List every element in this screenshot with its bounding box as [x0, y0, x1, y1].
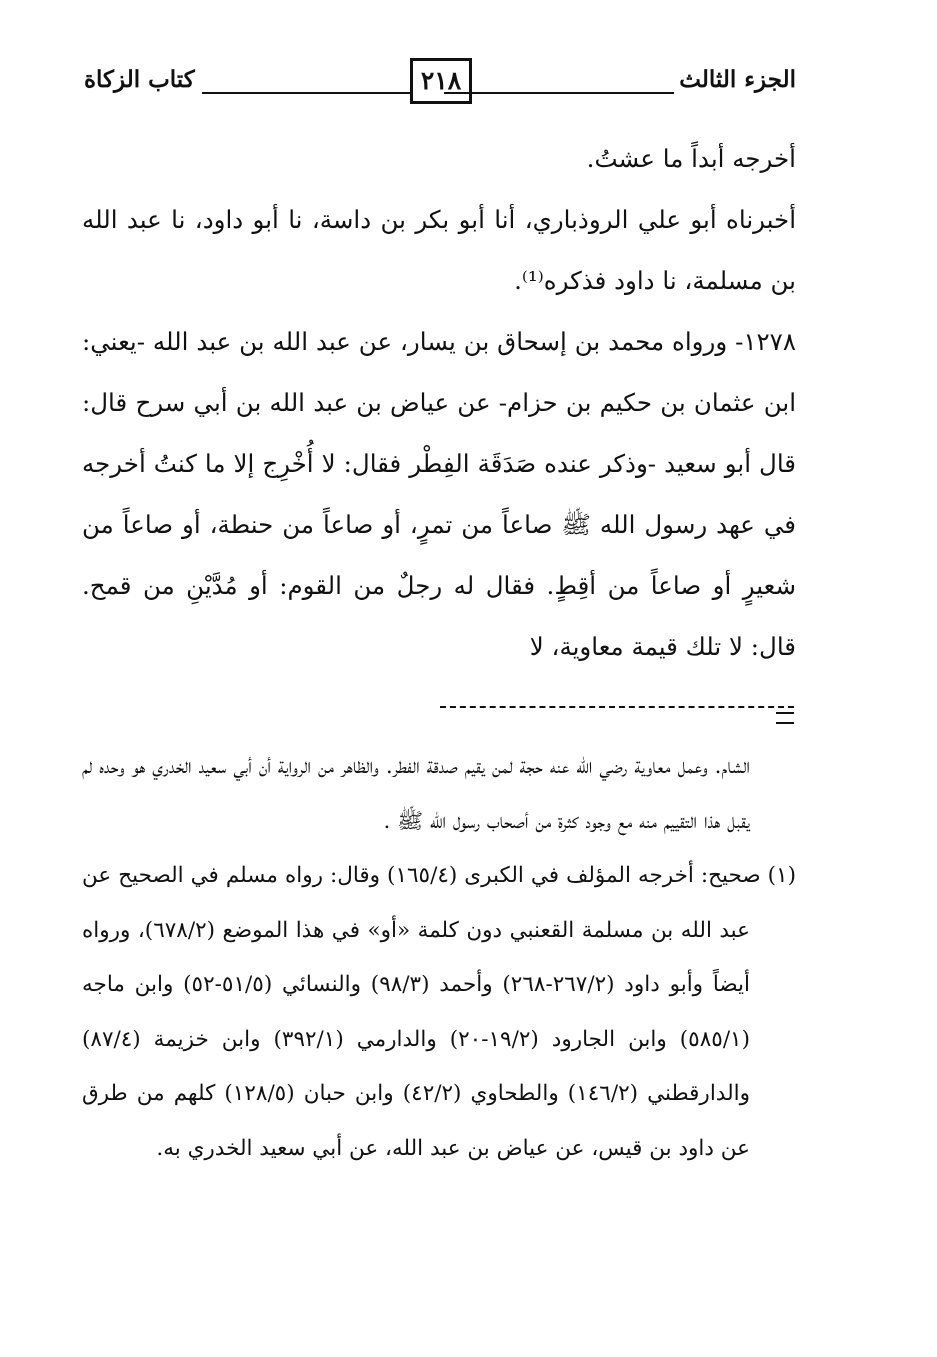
continuation-mark	[776, 712, 794, 724]
header-rule-left	[202, 92, 410, 94]
running-header	[84, 52, 796, 110]
main-text	[82, 128, 796, 677]
volume-title: الجزء الثالث	[679, 66, 796, 93]
paragraph-2: أخبرناه أبو علي الروذباري، أنا أبو بكر بن داسة، نا أبو داود، نا عبد الله بن مسلمة، نا داود فذكره⁽¹⁾.	[82, 205, 796, 295]
paragraph-hadith-1278: ١٢٧٨- ورواه محمد بن إسحاق بن يسار، عن عبد الله بن عبد الله -يعني: ابن عثمان بن حكيم بن حزام- عن عياض بن عبد الله بن أبي سرح قال: قال أبو سعيد -وذكر عنده صَدَقَة الفِطْر فقال: لا أُخْرِج إلا ما كنتُ أخرجه في عهد رسول الله ﷺ صاعاً من تمرٍ، أو صاعاً من حنطة، أو صاعاً من شعيرٍ أو صاعاً من أقِطٍ. فقال له رجلٌ من القوم: أو مُدَّيْنِ من قمح. قال: لا تلك قيمة معاوية، لا	[82, 327, 796, 661]
footnote-separator	[440, 706, 794, 708]
book-title: كتاب الزكاة	[84, 66, 195, 93]
footnote-1: (١) صحيح: أخرجه المؤلف في الكبرى (١٦٥/٤) وقال: رواه مسلم في الصحيح عن عبد الله بن مسلمة القعنبي دون كلمة «أو» في هذا الموضع (٦٧٨/٢)، ورواه أيضاً وأبو داود (٢٦٧/٢-٢٦٨) وأحمد (٩٨/٣) والنسائي (٥١/٥-٥٢) وابن ماجه (٥٨٥/١) وابن الجارود (١٩/٢-٢٠) والدارمي (٣٩٢/١) وابن خزيمة (٨٧/٤) والدارقطني (١٤٦/٢) والطحاوي (٤٢/٢) وابن حبان (١٢٨/٥) كلهم من طرق عن داود بن قيس، عن عياض بن عبد الله، عن أبي سعيد الخدري به.	[82, 863, 796, 1161]
footnote-continuation: الشام. وعمل معاوية رضي الله عنه حجة لمن يقيم صدقة الفطر. والظاهر من الرواية أن أبي سعيد الخدري هو وحده لم يقبل هذا التقييم منه مع وجود كثرة من أصحاب رسول الله ﷺ .	[82, 754, 750, 834]
paragraph-1: أخرجه أبداً ما عشتُ.	[586, 144, 796, 173]
page-number: ٢١٨	[410, 58, 472, 104]
footnotes	[82, 740, 796, 1176]
header-rule-right	[444, 92, 674, 94]
